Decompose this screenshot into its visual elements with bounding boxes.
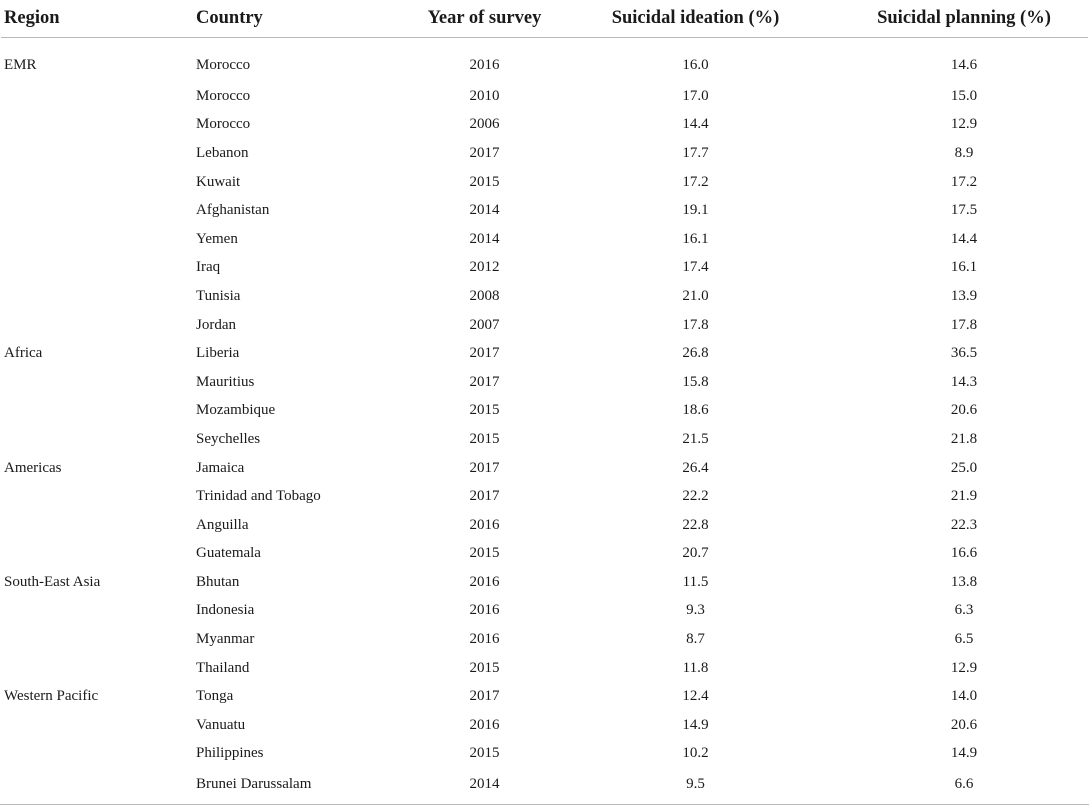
cell-region: Africa: [4, 345, 43, 362]
cell-planning: 13.8: [950, 573, 978, 590]
cell-region: [1, 139, 194, 168]
cell-year: 2014: [469, 202, 500, 219]
cell-ideation: 15.8: [682, 373, 709, 390]
cell-ideation: 14.9: [682, 716, 709, 733]
cell-planning: 21.9: [950, 488, 978, 505]
header-planning: Suicidal planning (%): [840, 0, 1088, 38]
cell-region: [1, 82, 194, 111]
cell-country: Liberia: [196, 345, 240, 362]
cell-year: 2017: [469, 345, 500, 362]
cell-year: 2007: [469, 316, 500, 333]
cell-ideation: 12.4: [682, 688, 709, 705]
cell-year: 2016: [469, 631, 500, 648]
cell-ideation: 9.3: [686, 602, 705, 619]
table-row: [1, 339, 1088, 368]
table-row: [1, 368, 1088, 397]
cell-ideation: 26.8: [682, 345, 709, 362]
cell-country: Vanuatu: [196, 716, 246, 733]
table-row: [1, 168, 1088, 197]
cell-ideation: 16.0: [682, 56, 709, 73]
cell-region: [1, 254, 194, 283]
cell-region: [1, 282, 194, 311]
cell-country: Mauritius: [196, 373, 255, 390]
cell-region: [1, 511, 194, 540]
cell-region: [1, 425, 194, 454]
cell-year: 2015: [469, 173, 500, 190]
cell-region: [1, 768, 194, 805]
table-row: [1, 311, 1088, 340]
table-header: [1, 0, 1088, 38]
cell-year: 2016: [469, 716, 500, 733]
cell-ideation: 16.1: [682, 230, 709, 247]
cell-region: Americas: [4, 459, 62, 476]
cell-planning: 22.3: [950, 516, 978, 533]
table-row: [1, 282, 1088, 311]
cell-ideation: 11.8: [682, 659, 709, 676]
table-row: [1, 625, 1088, 654]
cell-year: 2014: [469, 230, 500, 247]
cell-ideation: 19.1: [682, 202, 709, 219]
cell-ideation: 17.7: [682, 144, 709, 161]
cell-country: Tonga: [196, 688, 234, 705]
cell-country: Philippines: [196, 745, 264, 762]
table-row: [1, 482, 1088, 511]
cell-year: 2016: [469, 573, 500, 590]
cell-country: Iraq: [196, 259, 221, 276]
cell-region: South-East Asia: [4, 573, 101, 590]
header-year: Year of survey: [418, 0, 551, 38]
table-row: [1, 597, 1088, 626]
cell-country: Morocco: [196, 116, 251, 133]
table-row: [1, 740, 1088, 769]
cell-year: 2006: [469, 116, 500, 133]
cell-country: Anguilla: [196, 516, 249, 533]
table-row: [1, 139, 1088, 168]
cell-year: 2015: [469, 430, 500, 447]
cell-ideation: 18.6: [682, 402, 709, 419]
cell-planning: 20.6: [950, 402, 978, 419]
cell-year: 2008: [469, 287, 500, 304]
cell-ideation: 22.8: [682, 516, 709, 533]
cell-region: [1, 397, 194, 426]
cell-ideation: 17.0: [682, 87, 709, 104]
cell-country: Mozambique: [196, 402, 276, 419]
table-row: [1, 111, 1088, 140]
header-ideation: Suicidal ideation (%): [551, 0, 840, 38]
cell-year: 2016: [469, 602, 500, 619]
cell-country: Bhutan: [196, 573, 240, 590]
bottom-rule: [0, 804, 1089, 805]
cell-country: Kuwait: [196, 173, 241, 190]
header-country: Country: [194, 0, 418, 38]
cell-planning: 17.5: [950, 202, 978, 219]
cell-planning: 14.9: [950, 745, 978, 762]
table-row: [1, 768, 1088, 805]
cell-planning: 8.9: [954, 144, 974, 161]
cell-planning: 12.9: [950, 659, 978, 676]
cell-region: [1, 740, 194, 769]
cell-ideation: 17.4: [682, 259, 709, 276]
cell-ideation: 11.5: [682, 573, 709, 590]
cell-country: Morocco: [196, 56, 251, 73]
table-row: [1, 225, 1088, 254]
table-row: [1, 454, 1088, 483]
cell-region: Western Pacific: [4, 688, 99, 705]
cell-year: 2016: [469, 516, 500, 533]
cell-planning: 15.0: [950, 87, 978, 104]
cell-country: Trinidad and Tobago: [196, 488, 321, 505]
cell-planning: 16.1: [950, 259, 978, 276]
cell-year: 2017: [469, 144, 500, 161]
cell-planning: 6.5: [954, 631, 974, 648]
cell-region: [1, 540, 194, 569]
cell-planning: 20.6: [950, 716, 978, 733]
table-row: [1, 425, 1088, 454]
table-row: [1, 568, 1088, 597]
cell-planning: 13.9: [950, 287, 978, 304]
cell-region: [1, 196, 194, 225]
cell-country: Brunei Darussalam: [196, 776, 312, 793]
table-row: [1, 397, 1088, 426]
cell-ideation: 26.4: [682, 459, 709, 476]
cell-year: 2014: [469, 776, 500, 793]
cell-year: 2015: [469, 545, 500, 562]
cell-country: Seychelles: [196, 430, 261, 447]
cell-year: 2016: [469, 56, 500, 73]
cell-year: 2012: [469, 259, 500, 276]
cell-planning: 14.6: [950, 56, 978, 73]
cell-country: Thailand: [196, 659, 250, 676]
cell-ideation: 22.2: [682, 488, 709, 505]
cell-region: EMR: [4, 56, 37, 73]
cell-country: Tunisia: [196, 287, 241, 304]
cell-year: 2015: [469, 745, 500, 762]
table-row: [1, 196, 1088, 225]
table-row: [1, 540, 1088, 569]
cell-region: [1, 625, 194, 654]
cell-region: [1, 482, 194, 511]
cell-region: [1, 311, 194, 340]
suicidal-ideation-table: [1, 0, 1088, 805]
cell-planning: 14.3: [950, 373, 978, 390]
cell-region: [1, 711, 194, 740]
cell-year: 2017: [469, 488, 500, 505]
table-body: [1, 38, 1088, 806]
table-row: [1, 82, 1088, 111]
cell-planning: 36.5: [950, 345, 978, 362]
cell-planning: 17.2: [950, 173, 978, 190]
cell-planning: 25.0: [950, 459, 978, 476]
cell-planning: 12.9: [950, 116, 978, 133]
cell-ideation: 21.5: [682, 430, 709, 447]
cell-planning: 21.8: [950, 430, 978, 447]
cell-country: Jordan: [196, 316, 236, 333]
cell-country: Yemen: [196, 230, 238, 247]
cell-year: 2017: [469, 688, 500, 705]
cell-year: 2017: [469, 373, 500, 390]
table-row: [1, 38, 1088, 83]
cell-region: [1, 225, 194, 254]
table-row: [1, 511, 1088, 540]
cell-region: [1, 111, 194, 140]
cell-ideation: 14.4: [682, 116, 709, 133]
cell-ideation: 17.2: [682, 173, 709, 190]
cell-planning: 6.6: [954, 776, 974, 793]
cell-country: Guatemala: [196, 545, 261, 562]
cell-region: [1, 368, 194, 397]
cell-region: [1, 168, 194, 197]
table-row: [1, 654, 1088, 683]
cell-ideation: 21.0: [682, 287, 709, 304]
cell-ideation: 17.8: [682, 316, 709, 333]
cell-planning: 14.4: [950, 230, 978, 247]
cell-ideation: 10.2: [682, 745, 709, 762]
cell-planning: 6.3: [954, 602, 974, 619]
cell-year: 2017: [469, 459, 500, 476]
cell-year: 2015: [469, 659, 500, 676]
cell-region: [1, 654, 194, 683]
cell-country: Jamaica: [196, 459, 245, 476]
cell-ideation: 20.7: [682, 545, 709, 562]
cell-planning: 17.8: [950, 316, 978, 333]
table-row: [1, 682, 1088, 711]
cell-country: Lebanon: [196, 144, 249, 161]
cell-region: [1, 597, 194, 626]
table-row: [1, 711, 1088, 740]
header-row: [1, 0, 1088, 38]
header-region: Region: [1, 0, 194, 38]
cell-ideation: 9.5: [686, 776, 705, 793]
cell-ideation: 8.7: [686, 631, 705, 648]
cell-year: 2015: [469, 402, 500, 419]
cell-country: Indonesia: [196, 602, 255, 619]
cell-country: Afghanistan: [196, 202, 270, 219]
table-row: [1, 254, 1088, 283]
cell-country: Myanmar: [196, 631, 255, 648]
cell-year: 2010: [469, 87, 500, 104]
cell-planning: 16.6: [950, 545, 978, 562]
cell-planning: 14.0: [950, 688, 978, 705]
cell-country: Morocco: [196, 87, 251, 104]
